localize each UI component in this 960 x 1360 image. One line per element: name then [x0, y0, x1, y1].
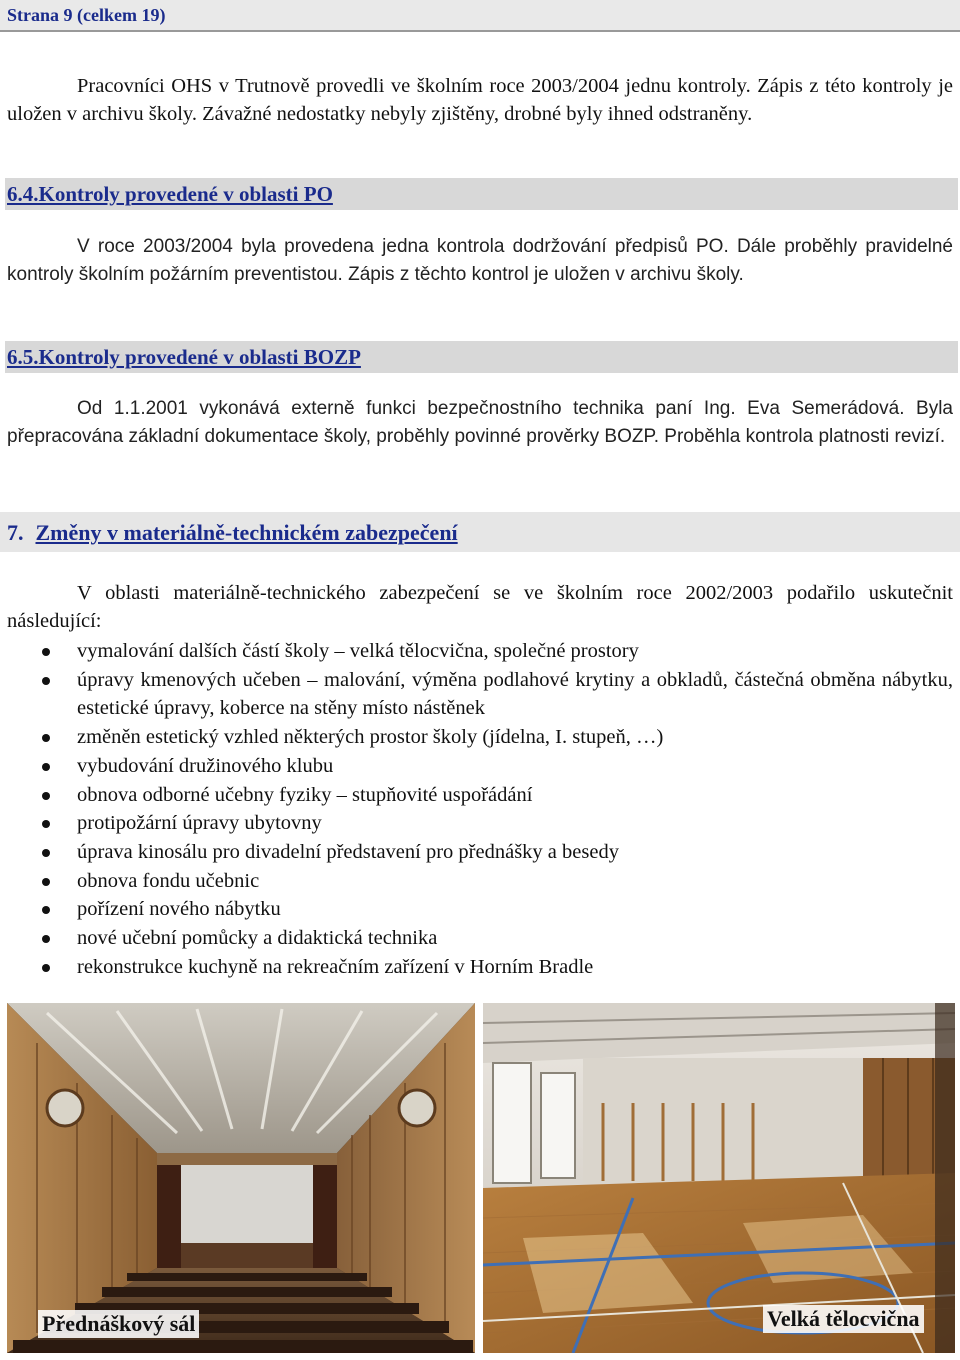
gym-photo: [483, 1003, 955, 1353]
list-item: změněn estetický vzhled některých prostor školy (jídelna, I. stupeň, …): [7, 723, 953, 752]
page-number: Strana 9 (celkem 19): [7, 5, 166, 25]
section-heading-7-text: [7, 520, 458, 546]
list-item: vymalování dalších částí školy – velká tělocvična, společné prostory: [7, 637, 953, 666]
section-7-intro: V oblasti materiálně-technického zabezpečení se ve školním roce 2002/2003 podařilo uskutečnit následující:: [7, 582, 953, 632]
improvements-list: [7, 637, 953, 981]
list-item: úpravy kmenových učeben – malování, výměna podlahové krytiny a obkladů, částečná obměna nábytku, estetické úpravy, koberce na stěny místo nástěnek: [7, 666, 953, 723]
list-item: nové učební pomůcky a didaktická technika: [7, 924, 953, 953]
section-number: 7.: [7, 520, 24, 545]
intro-paragraph: Pracovníci OHS v Trutnově provedli ve školním roce 2003/2004 jednu kontroly. Zápis z této kontroly je uložen v archivu školy. Závažné nedostatky nebyly zjištěny, drobné byly ihned odstraněny.: [7, 75, 953, 125]
lecture-hall-photo: [7, 1003, 475, 1353]
section-text-po: V roce 2003/2004 byla provedena jedna kontrola dodržování předpisů PO. Dále proběhly pravidelné kontroly školním požárním preventistou. Zápis z těchto kontrol je uložen v archivu školy.: [7, 236, 953, 285]
section-heading-bozp: [5, 341, 958, 373]
section-heading-po: [5, 178, 958, 210]
list-item: obnova fondu učebnic: [7, 867, 953, 896]
section-text-bozp: Od 1.1.2001 vykonává externě funkci bezpečnostního technika paní Ing. Eva Semerádová. Byla přepracována základní dokumentace školy, proběhly povinné prověrky BOZP. Proběhla kontrola platnosti revizí.: [7, 398, 953, 447]
list-item: protipožární úpravy ubytovny: [7, 809, 953, 838]
list-item: úprava kinosálu pro divadelní představení pro přednášky a besedy: [7, 838, 953, 867]
right-photo-caption: Velká tělocvična: [763, 1305, 924, 1333]
section-heading-7: [0, 512, 960, 552]
list-item: obnova odborné učebny fyziky – stupňovité uspořádání: [7, 781, 953, 810]
list-item: vybudování družinového klubu: [7, 752, 953, 781]
section-title-po: 6.4.Kontroly provedené v oblasti PO: [7, 182, 333, 206]
page-header: [0, 0, 960, 32]
section-title: Změny v materiálně-technickém zabezpečení: [35, 520, 458, 545]
list-item: pořízení nového nábytku: [7, 895, 953, 924]
section-title-bozp: 6.5.Kontroly provedené v oblasti BOZP: [7, 345, 361, 369]
left-photo-caption: Přednáškový sál: [38, 1310, 199, 1338]
list-item: rekonstrukce kuchyně na rekreačním zařízení v Horním Bradle: [7, 953, 953, 982]
